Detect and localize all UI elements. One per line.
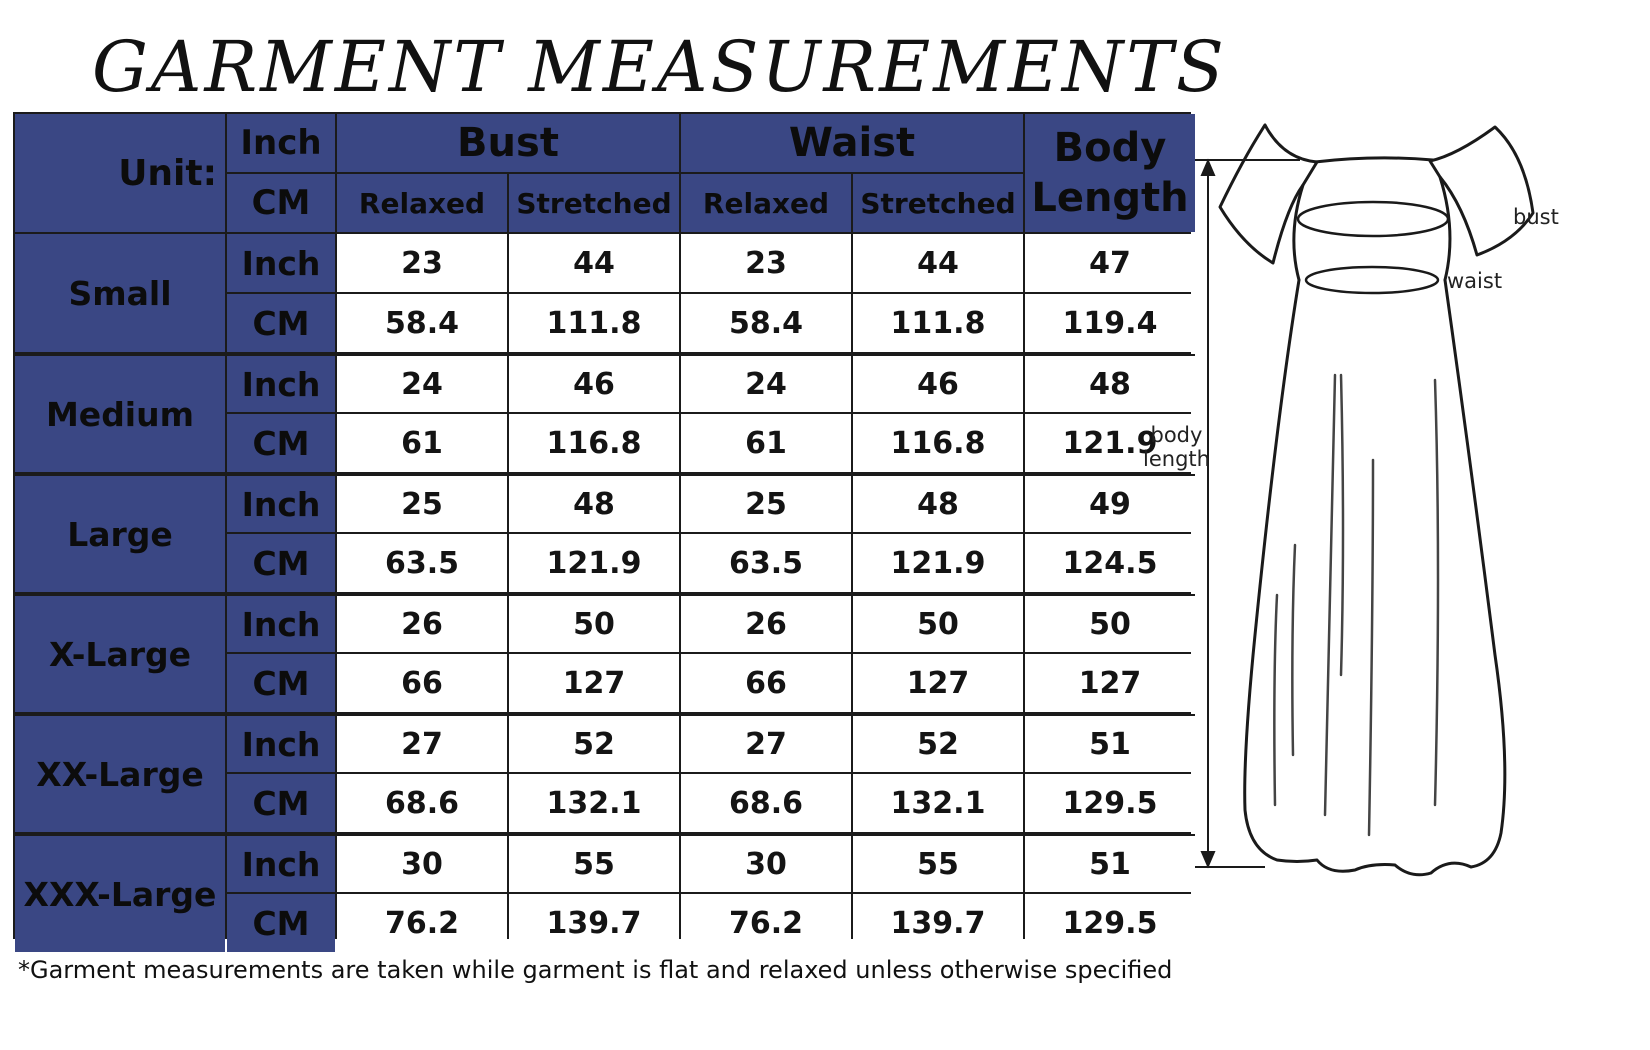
table-cell: 52	[853, 714, 1023, 772]
table-cell: 46	[853, 354, 1023, 412]
table-cell: 61	[681, 414, 851, 472]
size-label: XX-Large	[15, 714, 225, 832]
table-cell: 127	[1025, 654, 1195, 712]
table-cell: 48	[509, 474, 679, 532]
table-cell: 27	[681, 714, 851, 772]
unit-inch-header: Inch	[227, 114, 335, 172]
waist-stretched-header: Stretched	[853, 174, 1023, 232]
bust-header: Bust	[337, 114, 679, 172]
unit-cell-inch: Inch	[227, 594, 335, 652]
bust-stretched-header: Stretched	[509, 174, 679, 232]
size-label: Medium	[15, 354, 225, 472]
table-cell: 24	[337, 354, 507, 412]
left-sleeve-outline	[1220, 125, 1317, 263]
table-cell: 23	[337, 234, 507, 292]
table-cell: 111.8	[509, 294, 679, 352]
table-cell: 116.8	[853, 414, 1023, 472]
table-cell: 63.5	[681, 534, 851, 592]
body-length-label-line1: body	[1150, 423, 1203, 447]
table-cell: 132.1	[509, 774, 679, 832]
table-cell: 51	[1025, 714, 1195, 772]
table-cell: 51	[1025, 834, 1195, 892]
table-cell: 132.1	[853, 774, 1023, 832]
table-cell: 25	[337, 474, 507, 532]
table-cell: 50	[509, 594, 679, 652]
table-cell: 129.5	[1025, 894, 1195, 952]
table-cell: 139.7	[509, 894, 679, 952]
table-cell: 48	[1025, 354, 1195, 412]
skirt-outline	[1245, 280, 1505, 875]
waist-relaxed-header: Relaxed	[681, 174, 851, 232]
footnote: *Garment measurements are taken while garment is flat and relaxed unless otherwise specified	[18, 956, 1173, 984]
body-length-header-line1: Body	[1053, 125, 1167, 171]
table-cell: 119.4	[1025, 294, 1195, 352]
table-cell: 25	[681, 474, 851, 532]
unit-cell-inch: Inch	[227, 234, 335, 292]
body-length-header	[1025, 114, 1195, 232]
unit-cm-header: CM	[227, 174, 335, 232]
size-label: XXX-Large	[15, 834, 225, 952]
table-cell: 48	[853, 474, 1023, 532]
dress-outline-graphic	[1195, 115, 1645, 935]
waist-header: Waist	[681, 114, 1023, 172]
table-cell: 129.5	[1025, 774, 1195, 832]
unit-cell-cm: CM	[227, 534, 335, 592]
table-cell: 139.7	[853, 894, 1023, 952]
table-cell: 127	[509, 654, 679, 712]
body-length-header-line2: Length	[1031, 175, 1189, 221]
size-label: Small	[15, 234, 225, 352]
size-chart-table	[13, 112, 1191, 943]
table-cell: 66	[681, 654, 851, 712]
table-cell: 26	[337, 594, 507, 652]
table-cell: 58.4	[681, 294, 851, 352]
bust-relaxed-header: Relaxed	[337, 174, 507, 232]
body-length-label	[1143, 423, 1210, 471]
table-cell: 76.2	[681, 894, 851, 952]
table-cell: 127	[853, 654, 1023, 712]
unit-cell-cm: CM	[227, 294, 335, 352]
table-cell: 116.8	[509, 414, 679, 472]
table-cell: 55	[509, 834, 679, 892]
table-cell: 55	[853, 834, 1023, 892]
dress-diagram	[1143, 115, 1645, 935]
table-cell: 121.9	[1025, 414, 1195, 472]
bust-ellipse	[1298, 202, 1448, 236]
table-cell: 76.2	[337, 894, 507, 952]
table-cell: 27	[337, 714, 507, 772]
table-cell: 23	[681, 234, 851, 292]
table-cell: 61	[337, 414, 507, 472]
waist-label: waist	[1447, 269, 1503, 293]
table-cell: 52	[509, 714, 679, 772]
bust-label: bust	[1513, 205, 1559, 229]
table-cell: 47	[1025, 234, 1195, 292]
unit-cell-cm: CM	[227, 894, 335, 952]
table-cell: 24	[681, 354, 851, 412]
table-cell: 50	[853, 594, 1023, 652]
table-cell: 66	[337, 654, 507, 712]
table-cell: 50	[1025, 594, 1195, 652]
page-title: GARMENT MEASUREMENTS	[92, 26, 1227, 108]
unit-cell-inch: Inch	[227, 834, 335, 892]
table-cell: 68.6	[337, 774, 507, 832]
table-cell: 68.6	[681, 774, 851, 832]
size-label: Large	[15, 474, 225, 592]
table-cell: 44	[853, 234, 1023, 292]
unit-cell-cm: CM	[227, 774, 335, 832]
unit-cell-inch: Inch	[227, 354, 335, 412]
table-cell: 44	[509, 234, 679, 292]
table-cell: 121.9	[853, 534, 1023, 592]
unit-label: Unit:	[15, 114, 225, 232]
table-cell: 30	[337, 834, 507, 892]
unit-cell-inch: Inch	[227, 474, 335, 532]
table-cell: 26	[681, 594, 851, 652]
waist-ellipse	[1306, 267, 1438, 293]
unit-cell-cm: CM	[227, 414, 335, 472]
table-cell: 30	[681, 834, 851, 892]
unit-cell-inch: Inch	[227, 714, 335, 772]
table-cell: 58.4	[337, 294, 507, 352]
table-cell: 124.5	[1025, 534, 1195, 592]
table-cell: 49	[1025, 474, 1195, 532]
table-cell: 121.9	[509, 534, 679, 592]
size-label: X-Large	[15, 594, 225, 712]
table-cell: 46	[509, 354, 679, 412]
table-cell: 63.5	[337, 534, 507, 592]
table-cell: 111.8	[853, 294, 1023, 352]
body-length-label-line2: length	[1143, 447, 1210, 471]
unit-cell-cm: CM	[227, 654, 335, 712]
neckline-outline	[1315, 158, 1433, 162]
